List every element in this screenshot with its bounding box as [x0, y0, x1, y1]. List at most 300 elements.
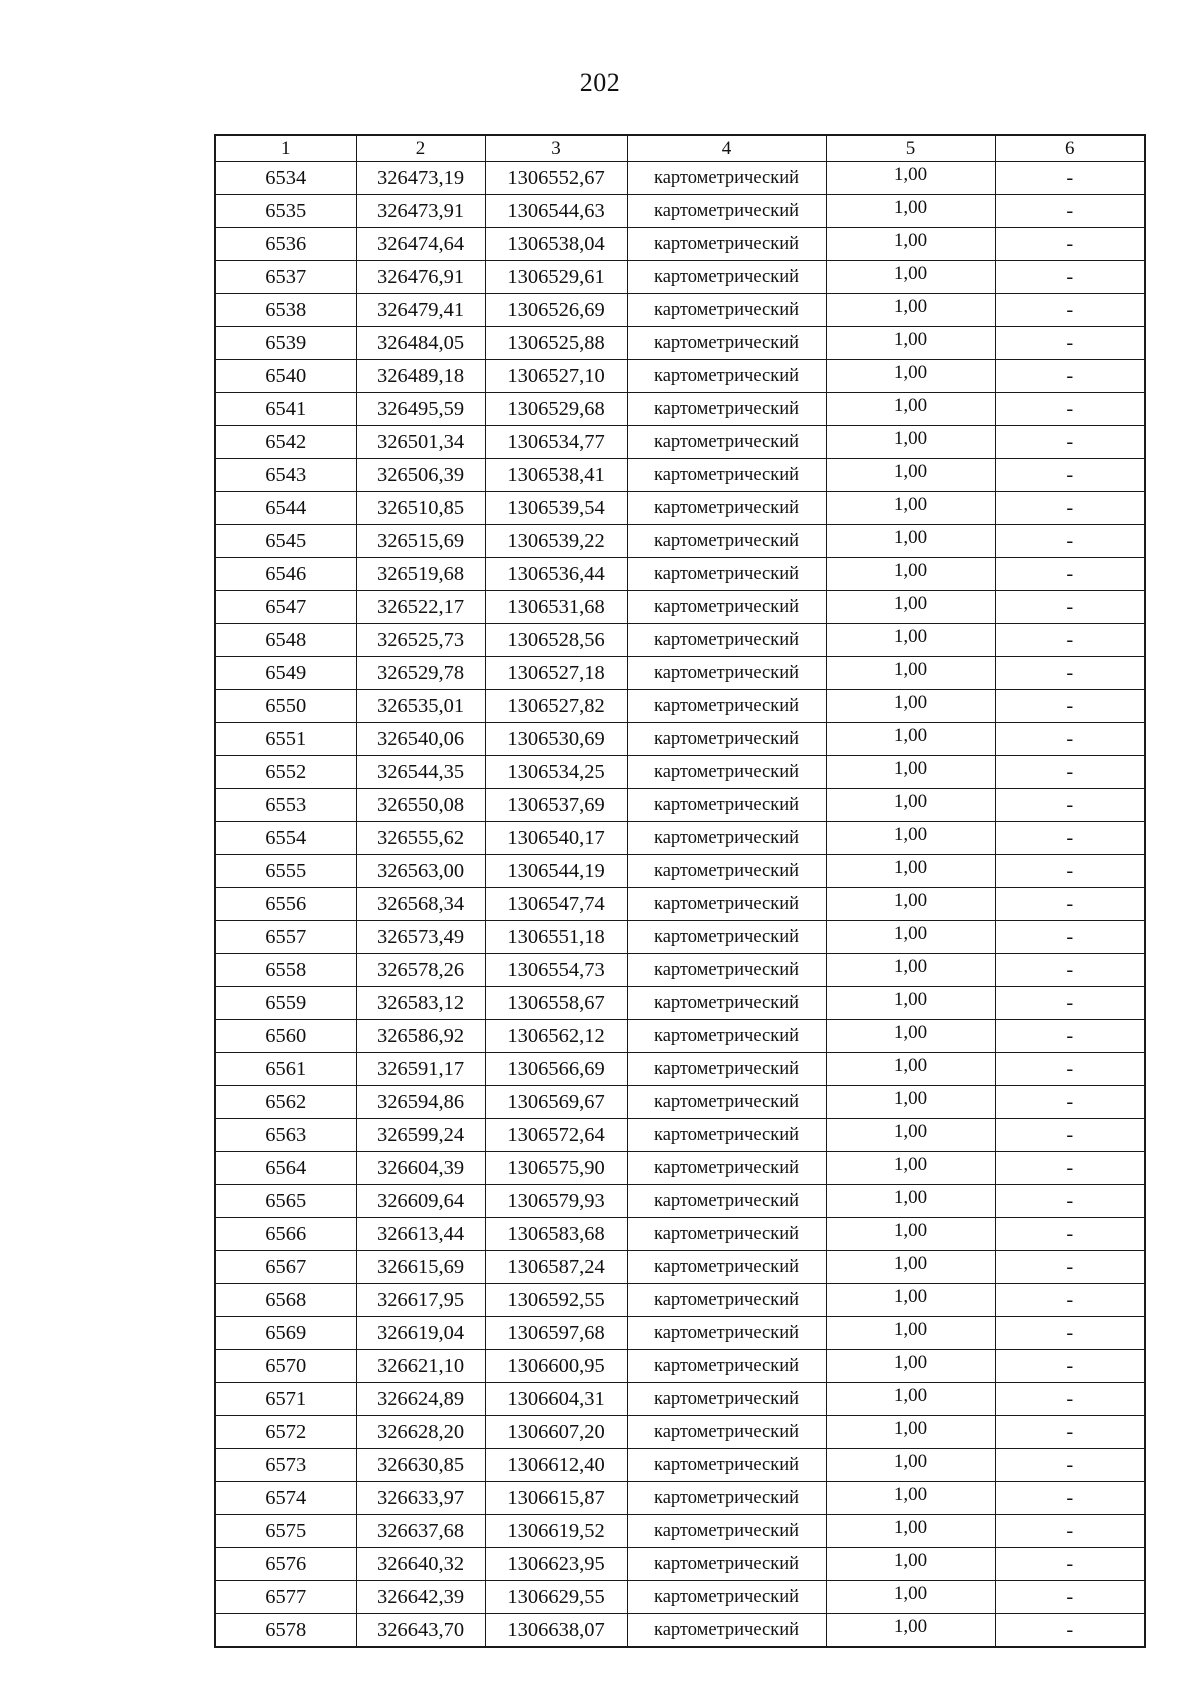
description-cell: - [995, 1119, 1145, 1152]
description-cell: - [995, 822, 1145, 855]
method-cell: картометрический [627, 987, 826, 1020]
x-coordinate-cell: 326586,92 [356, 1020, 485, 1053]
point-number-cell: 6538 [215, 294, 356, 327]
description-cell: - [995, 1086, 1145, 1119]
accuracy-cell: 1,00 [826, 987, 995, 1020]
point-number-cell: 6537 [215, 261, 356, 294]
table-row [215, 195, 1145, 228]
method-cell: картометрический [627, 1284, 826, 1317]
table-row [215, 1416, 1145, 1449]
table-row [215, 1548, 1145, 1581]
method-cell: картометрический [627, 1515, 826, 1548]
y-coordinate-cell: 1306538,41 [485, 459, 627, 492]
method-cell: картометрический [627, 426, 826, 459]
accuracy-cell: 1,00 [826, 855, 995, 888]
method-cell: картометрический [627, 822, 826, 855]
description-cell: - [995, 1350, 1145, 1383]
description-cell: - [995, 1053, 1145, 1086]
y-coordinate-cell: 1306587,24 [485, 1251, 627, 1284]
table-row [215, 1350, 1145, 1383]
point-number-cell: 6568 [215, 1284, 356, 1317]
description-cell: - [995, 1317, 1145, 1350]
description-cell: - [995, 1482, 1145, 1515]
method-cell: картометрический [627, 1152, 826, 1185]
accuracy-cell: 1,00 [826, 261, 995, 294]
table-row [215, 1581, 1145, 1614]
x-coordinate-cell: 326510,85 [356, 492, 485, 525]
description-cell: - [995, 162, 1145, 195]
table-row [215, 1515, 1145, 1548]
table-row [215, 1614, 1145, 1648]
y-coordinate-cell: 1306538,04 [485, 228, 627, 261]
x-coordinate-cell: 326506,39 [356, 459, 485, 492]
x-coordinate-cell: 326544,35 [356, 756, 485, 789]
method-cell: картометрический [627, 789, 826, 822]
y-coordinate-cell: 1306562,12 [485, 1020, 627, 1053]
point-number-cell: 6550 [215, 690, 356, 723]
description-cell: - [995, 591, 1145, 624]
x-coordinate-cell: 326591,17 [356, 1053, 485, 1086]
table-row [215, 393, 1145, 426]
y-coordinate-cell: 1306572,64 [485, 1119, 627, 1152]
y-coordinate-cell: 1306638,07 [485, 1614, 627, 1648]
description-cell: - [995, 1581, 1145, 1614]
table-row [215, 261, 1145, 294]
point-number-cell: 6554 [215, 822, 356, 855]
description-cell: - [995, 1449, 1145, 1482]
accuracy-cell: 1,00 [826, 954, 995, 987]
point-number-cell: 6574 [215, 1482, 356, 1515]
x-coordinate-cell: 326599,24 [356, 1119, 485, 1152]
description-cell: - [995, 954, 1145, 987]
y-coordinate-cell: 1306597,68 [485, 1317, 627, 1350]
point-number-cell: 6542 [215, 426, 356, 459]
y-coordinate-cell: 1306552,67 [485, 162, 627, 195]
description-cell: - [995, 426, 1145, 459]
accuracy-cell: 1,00 [826, 360, 995, 393]
table-row [215, 1218, 1145, 1251]
x-coordinate-cell: 326573,49 [356, 921, 485, 954]
accuracy-cell: 1,00 [826, 393, 995, 426]
point-number-cell: 6566 [215, 1218, 356, 1251]
accuracy-cell: 1,00 [826, 1416, 995, 1449]
method-cell: картометрический [627, 360, 826, 393]
table-row [215, 360, 1145, 393]
x-coordinate-cell: 326633,97 [356, 1482, 485, 1515]
y-coordinate-cell: 1306529,61 [485, 261, 627, 294]
x-coordinate-cell: 326642,39 [356, 1581, 485, 1614]
table-row [215, 327, 1145, 360]
x-coordinate-cell: 326637,68 [356, 1515, 485, 1548]
x-coordinate-cell: 326624,89 [356, 1383, 485, 1416]
table-row [215, 162, 1145, 195]
point-number-cell: 6575 [215, 1515, 356, 1548]
method-cell: картометрический [627, 756, 826, 789]
x-coordinate-cell: 326474,64 [356, 228, 485, 261]
page-number: 202 [579, 68, 621, 97]
accuracy-cell: 1,00 [826, 1218, 995, 1251]
method-cell: картометрический [627, 492, 826, 525]
y-coordinate-cell: 1306530,69 [485, 723, 627, 756]
description-cell: - [995, 1416, 1145, 1449]
description-cell: - [995, 327, 1145, 360]
description-cell: - [995, 888, 1145, 921]
table-row [215, 492, 1145, 525]
point-number-cell: 6552 [215, 756, 356, 789]
y-coordinate-cell: 1306544,19 [485, 855, 627, 888]
accuracy-cell: 1,00 [826, 1053, 995, 1086]
accuracy-cell: 1,00 [826, 888, 995, 921]
y-coordinate-cell: 1306531,68 [485, 591, 627, 624]
method-cell: картометрический [627, 888, 826, 921]
method-cell: картометрический [627, 525, 826, 558]
point-number-cell: 6570 [215, 1350, 356, 1383]
description-cell: - [995, 360, 1145, 393]
x-coordinate-cell: 326519,68 [356, 558, 485, 591]
coordinates-table [214, 134, 1146, 1648]
y-coordinate-cell: 1306537,69 [485, 789, 627, 822]
description-cell: - [995, 789, 1145, 822]
y-coordinate-cell: 1306575,90 [485, 1152, 627, 1185]
y-coordinate-cell: 1306526,69 [485, 294, 627, 327]
method-cell: картометрический [627, 162, 826, 195]
x-coordinate-cell: 326555,62 [356, 822, 485, 855]
x-coordinate-cell: 326609,64 [356, 1185, 485, 1218]
accuracy-cell: 1,00 [826, 1350, 995, 1383]
point-number-cell: 6572 [215, 1416, 356, 1449]
point-number-cell: 6536 [215, 228, 356, 261]
description-cell: - [995, 525, 1145, 558]
table-row [215, 756, 1145, 789]
point-number-cell: 6551 [215, 723, 356, 756]
x-coordinate-cell: 326489,18 [356, 360, 485, 393]
description-cell: - [995, 294, 1145, 327]
table-row [215, 888, 1145, 921]
point-number-cell: 6543 [215, 459, 356, 492]
x-coordinate-cell: 326621,10 [356, 1350, 485, 1383]
description-cell: - [995, 1284, 1145, 1317]
method-cell: картометрический [627, 195, 826, 228]
accuracy-cell: 1,00 [826, 1482, 995, 1515]
x-coordinate-cell: 326615,69 [356, 1251, 485, 1284]
accuracy-cell: 1,00 [826, 822, 995, 855]
method-cell: картометрический [627, 1350, 826, 1383]
x-coordinate-cell: 326522,17 [356, 591, 485, 624]
point-number-cell: 6573 [215, 1449, 356, 1482]
method-cell: картометрический [627, 1020, 826, 1053]
accuracy-cell: 1,00 [826, 558, 995, 591]
table-row [215, 591, 1145, 624]
method-cell: картометрический [627, 1185, 826, 1218]
point-number-cell: 6561 [215, 1053, 356, 1086]
accuracy-cell: 1,00 [826, 426, 995, 459]
x-coordinate-cell: 326501,34 [356, 426, 485, 459]
y-coordinate-cell: 1306558,67 [485, 987, 627, 1020]
accuracy-cell: 1,00 [826, 756, 995, 789]
table-row [215, 987, 1145, 1020]
description-cell: - [995, 855, 1145, 888]
table-row [215, 1284, 1145, 1317]
accuracy-cell: 1,00 [826, 1317, 995, 1350]
x-coordinate-cell: 326617,95 [356, 1284, 485, 1317]
description-cell: - [995, 492, 1145, 525]
table-row [215, 1383, 1145, 1416]
accuracy-cell: 1,00 [826, 657, 995, 690]
accuracy-cell: 1,00 [826, 1152, 995, 1185]
x-coordinate-cell: 326604,39 [356, 1152, 485, 1185]
x-coordinate-cell: 326535,01 [356, 690, 485, 723]
x-coordinate-cell: 326540,06 [356, 723, 485, 756]
table-row [215, 1152, 1145, 1185]
table-row [215, 558, 1145, 591]
description-cell: - [995, 1383, 1145, 1416]
accuracy-cell: 1,00 [826, 228, 995, 261]
y-coordinate-cell: 1306554,73 [485, 954, 627, 987]
description-cell: - [995, 657, 1145, 690]
table-row [215, 1119, 1145, 1152]
header-col-3: 3 [485, 135, 627, 162]
x-coordinate-cell: 326529,78 [356, 657, 485, 690]
description-cell: - [995, 1515, 1145, 1548]
method-cell: картометрический [627, 855, 826, 888]
point-number-cell: 6535 [215, 195, 356, 228]
point-number-cell: 6549 [215, 657, 356, 690]
y-coordinate-cell: 1306600,95 [485, 1350, 627, 1383]
accuracy-cell: 1,00 [826, 195, 995, 228]
point-number-cell: 6576 [215, 1548, 356, 1581]
y-coordinate-cell: 1306539,22 [485, 525, 627, 558]
point-number-cell: 6553 [215, 789, 356, 822]
point-number-cell: 6564 [215, 1152, 356, 1185]
y-coordinate-cell: 1306592,55 [485, 1284, 627, 1317]
point-number-cell: 6571 [215, 1383, 356, 1416]
table-row [215, 624, 1145, 657]
y-coordinate-cell: 1306540,17 [485, 822, 627, 855]
description-cell: - [995, 1614, 1145, 1648]
method-cell: картометрический [627, 327, 826, 360]
x-coordinate-cell: 326473,91 [356, 195, 485, 228]
description-cell: - [995, 558, 1145, 591]
y-coordinate-cell: 1306604,31 [485, 1383, 627, 1416]
method-cell: картометрический [627, 1548, 826, 1581]
y-coordinate-cell: 1306534,77 [485, 426, 627, 459]
accuracy-cell: 1,00 [826, 459, 995, 492]
accuracy-cell: 1,00 [826, 1119, 995, 1152]
point-number-cell: 6544 [215, 492, 356, 525]
header-col-4: 4 [627, 135, 826, 162]
point-number-cell: 6567 [215, 1251, 356, 1284]
point-number-cell: 6545 [215, 525, 356, 558]
y-coordinate-cell: 1306566,69 [485, 1053, 627, 1086]
accuracy-cell: 1,00 [826, 921, 995, 954]
header-col-1: 1 [215, 135, 356, 162]
table-row [215, 1053, 1145, 1086]
table-row [215, 1020, 1145, 1053]
y-coordinate-cell: 1306579,93 [485, 1185, 627, 1218]
table-row [215, 954, 1145, 987]
table-row [215, 228, 1145, 261]
point-number-cell: 6563 [215, 1119, 356, 1152]
method-cell: картометрический [627, 459, 826, 492]
header-col-2: 2 [356, 135, 485, 162]
method-cell: картометрический [627, 1053, 826, 1086]
point-number-cell: 6548 [215, 624, 356, 657]
method-cell: картометрический [627, 954, 826, 987]
y-coordinate-cell: 1306536,44 [485, 558, 627, 591]
x-coordinate-cell: 326583,12 [356, 987, 485, 1020]
y-coordinate-cell: 1306607,20 [485, 1416, 627, 1449]
method-cell: картометрический [627, 1416, 826, 1449]
method-cell: картометрический [627, 723, 826, 756]
description-cell: - [995, 756, 1145, 789]
method-cell: картометрический [627, 657, 826, 690]
point-number-cell: 6565 [215, 1185, 356, 1218]
accuracy-cell: 1,00 [826, 1020, 995, 1053]
point-number-cell: 6534 [215, 162, 356, 195]
point-number-cell: 6578 [215, 1614, 356, 1648]
table-row [215, 789, 1145, 822]
point-number-cell: 6539 [215, 327, 356, 360]
description-cell: - [995, 690, 1145, 723]
x-coordinate-cell: 326479,41 [356, 294, 485, 327]
x-coordinate-cell: 326473,19 [356, 162, 485, 195]
x-coordinate-cell: 326476,91 [356, 261, 485, 294]
method-cell: картометрический [627, 591, 826, 624]
x-coordinate-cell: 326563,00 [356, 855, 485, 888]
table-row [215, 657, 1145, 690]
y-coordinate-cell: 1306629,55 [485, 1581, 627, 1614]
accuracy-cell: 1,00 [826, 690, 995, 723]
table-row [215, 855, 1145, 888]
y-coordinate-cell: 1306615,87 [485, 1482, 627, 1515]
header-col-5: 5 [826, 135, 995, 162]
method-cell: картометрический [627, 1482, 826, 1515]
x-coordinate-cell: 326630,85 [356, 1449, 485, 1482]
description-cell: - [995, 723, 1145, 756]
accuracy-cell: 1,00 [826, 1185, 995, 1218]
method-cell: картометрический [627, 1251, 826, 1284]
description-cell: - [995, 1251, 1145, 1284]
description-cell: - [995, 1020, 1145, 1053]
method-cell: картометрический [627, 1119, 826, 1152]
y-coordinate-cell: 1306619,52 [485, 1515, 627, 1548]
method-cell: картометрический [627, 261, 826, 294]
method-cell: картометрический [627, 1581, 826, 1614]
point-number-cell: 6556 [215, 888, 356, 921]
description-cell: - [995, 921, 1145, 954]
description-cell: - [995, 1548, 1145, 1581]
table-row [215, 822, 1145, 855]
header-col-6: 6 [995, 135, 1145, 162]
x-coordinate-cell: 326578,26 [356, 954, 485, 987]
y-coordinate-cell: 1306547,74 [485, 888, 627, 921]
y-coordinate-cell: 1306544,63 [485, 195, 627, 228]
y-coordinate-cell: 1306551,18 [485, 921, 627, 954]
description-cell: - [995, 1218, 1145, 1251]
table-row [215, 690, 1145, 723]
x-coordinate-cell: 326613,44 [356, 1218, 485, 1251]
description-cell: - [995, 261, 1145, 294]
point-number-cell: 6555 [215, 855, 356, 888]
table-row [215, 294, 1145, 327]
accuracy-cell: 1,00 [826, 492, 995, 525]
description-cell: - [995, 228, 1145, 261]
table-row [215, 1482, 1145, 1515]
y-coordinate-cell: 1306539,54 [485, 492, 627, 525]
point-number-cell: 6559 [215, 987, 356, 1020]
y-coordinate-cell: 1306612,40 [485, 1449, 627, 1482]
method-cell: картометрический [627, 393, 826, 426]
x-coordinate-cell: 326643,70 [356, 1614, 485, 1648]
method-cell: картометрический [627, 1449, 826, 1482]
accuracy-cell: 1,00 [826, 591, 995, 624]
table-row [215, 1251, 1145, 1284]
x-coordinate-cell: 326568,34 [356, 888, 485, 921]
description-cell: - [995, 1185, 1145, 1218]
accuracy-cell: 1,00 [826, 1581, 995, 1614]
accuracy-cell: 1,00 [826, 1284, 995, 1317]
table-row [215, 921, 1145, 954]
accuracy-cell: 1,00 [826, 723, 995, 756]
x-coordinate-cell: 326619,04 [356, 1317, 485, 1350]
point-number-cell: 6569 [215, 1317, 356, 1350]
x-coordinate-cell: 326550,08 [356, 789, 485, 822]
x-coordinate-cell: 326515,69 [356, 525, 485, 558]
point-number-cell: 6577 [215, 1581, 356, 1614]
x-coordinate-cell: 326640,32 [356, 1548, 485, 1581]
description-cell: - [995, 195, 1145, 228]
point-number-cell: 6540 [215, 360, 356, 393]
method-cell: картометрический [627, 1086, 826, 1119]
accuracy-cell: 1,00 [826, 525, 995, 558]
point-number-cell: 6562 [215, 1086, 356, 1119]
description-cell: - [995, 987, 1145, 1020]
method-cell: картометрический [627, 1614, 826, 1648]
table-row [215, 459, 1145, 492]
y-coordinate-cell: 1306623,95 [485, 1548, 627, 1581]
method-cell: картометрический [627, 690, 826, 723]
method-cell: картометрический [627, 228, 826, 261]
point-number-cell: 6541 [215, 393, 356, 426]
x-coordinate-cell: 326495,59 [356, 393, 485, 426]
table-body [215, 162, 1145, 1648]
method-cell: картометрический [627, 1317, 826, 1350]
x-coordinate-cell: 326525,73 [356, 624, 485, 657]
point-number-cell: 6558 [215, 954, 356, 987]
table-row [215, 1449, 1145, 1482]
method-cell: картометрический [627, 624, 826, 657]
description-cell: - [995, 459, 1145, 492]
accuracy-cell: 1,00 [826, 162, 995, 195]
x-coordinate-cell: 326484,05 [356, 327, 485, 360]
y-coordinate-cell: 1306529,68 [485, 393, 627, 426]
table-row [215, 1317, 1145, 1350]
y-coordinate-cell: 1306527,10 [485, 360, 627, 393]
accuracy-cell: 1,00 [826, 1614, 995, 1648]
y-coordinate-cell: 1306527,82 [485, 690, 627, 723]
y-coordinate-cell: 1306534,25 [485, 756, 627, 789]
table-row [215, 1185, 1145, 1218]
method-cell: картометрический [627, 1383, 826, 1416]
point-number-cell: 6547 [215, 591, 356, 624]
accuracy-cell: 1,00 [826, 294, 995, 327]
description-cell: - [995, 624, 1145, 657]
accuracy-cell: 1,00 [826, 624, 995, 657]
y-coordinate-cell: 1306569,67 [485, 1086, 627, 1119]
description-cell: - [995, 1152, 1145, 1185]
accuracy-cell: 1,00 [826, 1383, 995, 1416]
x-coordinate-cell: 326594,86 [356, 1086, 485, 1119]
